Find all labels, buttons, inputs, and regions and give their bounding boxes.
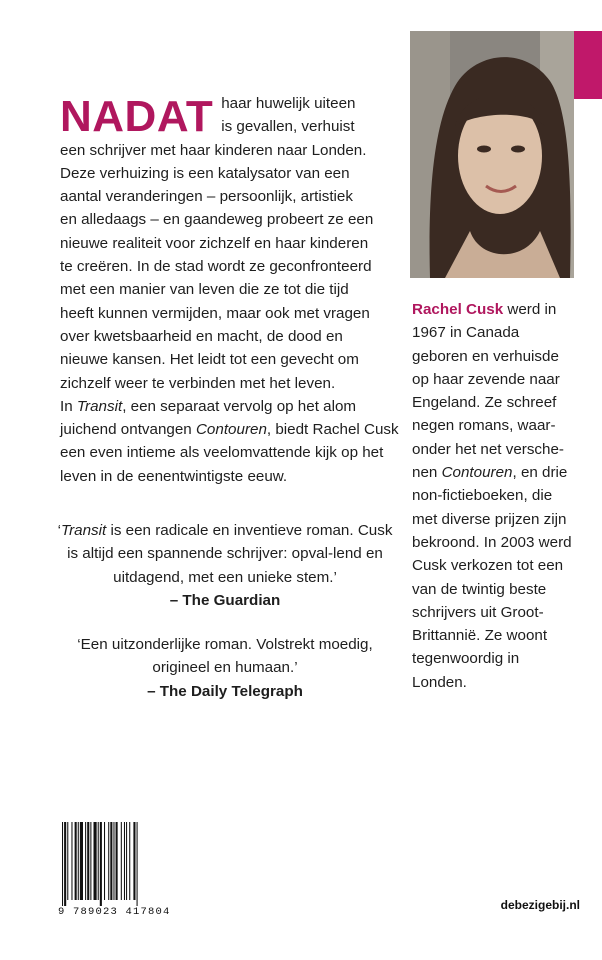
blurb-line: met een manier van leven die ze tot die tijd bbox=[60, 281, 349, 299]
blurb-line: aantal veranderingen – persoonlijk, artistiek bbox=[60, 188, 353, 206]
barcode-bar bbox=[110, 822, 112, 900]
barcode-bar bbox=[137, 822, 138, 906]
barcode-bar bbox=[126, 822, 127, 900]
blurb-paragraph-2 bbox=[60, 395, 400, 488]
blurb-line: is gevallen, verhuist bbox=[221, 118, 355, 136]
isbn-barcode bbox=[60, 822, 168, 914]
barcode-bar bbox=[80, 822, 83, 900]
barcode-bar bbox=[98, 822, 99, 900]
barcode-bar bbox=[100, 822, 102, 906]
barcode-bar bbox=[90, 822, 91, 900]
dropcap-word: NADAT bbox=[60, 92, 214, 141]
blurb-line: te creëren. In de stad wordt ze geconfronteerd bbox=[60, 258, 372, 276]
author-bio bbox=[412, 298, 572, 694]
bio-text: werd in 1967 in Canada geboren en verhuisde op haar zevende naar Engeland. Ze schreef negen romans, waar-onder het net versche-nen bbox=[412, 301, 564, 482]
quote-text: is een radicale en inventieve roman. Cusk is altijd een spannende schrijver: opval-lend en uitdagend, met een unieke stem.’ bbox=[67, 522, 393, 586]
barcode-bar bbox=[116, 822, 118, 900]
barcode-bar bbox=[85, 822, 86, 900]
barcode-bar bbox=[75, 822, 77, 900]
quote-source: – The Daily Telegraph bbox=[147, 682, 303, 700]
blurb-line: haar huwelijk uiteen bbox=[221, 95, 356, 112]
blurb-line: een schrijver met haar kinderen naar Londen. bbox=[60, 141, 367, 159]
blurb-line: nieuwe realiteit voor zichzelf en haar kinderen bbox=[60, 234, 369, 252]
back-cover-blurb bbox=[60, 92, 400, 488]
blurb-text: , een separaat vervolg op het alom juichend ontvangen bbox=[60, 397, 357, 439]
bio-text: , en drie non-fictieboeken, die met diverse prijzen zijn bekroond. In 2003 werd Cusk verkozen tot een van de twintig beste schrijvers uit Groot-Brittannië. Ze woont tegenwoordig in Londen. bbox=[412, 464, 572, 691]
barcode-bar bbox=[133, 822, 135, 900]
author-name: Rachel Cusk bbox=[412, 301, 504, 318]
book-title-transit: Transit bbox=[76, 397, 123, 415]
author-portrait-illustration bbox=[410, 31, 574, 278]
bio-book-title: Contouren bbox=[441, 464, 513, 482]
quote-book-title: Transit bbox=[60, 522, 107, 539]
barcode-bar bbox=[94, 822, 97, 900]
barcode-bar bbox=[121, 822, 122, 900]
barcode-bar bbox=[104, 822, 105, 900]
quote-text: ‘Een uitzonderlijke roman. Volstrekt moedig, origineel en humaan.’ bbox=[77, 636, 373, 677]
isbn-digits: 9 789023 417804 bbox=[58, 906, 171, 918]
barcode-bar bbox=[62, 822, 63, 906]
blurb-line: en alledaags – en gaandeweg probeert ze een bbox=[60, 211, 374, 229]
blurb-line: heeft kunnen vermijden, maar ook met vragen bbox=[60, 304, 370, 322]
blurb-text: In bbox=[60, 397, 77, 415]
blurb-line: Deze verhuizing is een katalysator van een bbox=[60, 164, 350, 182]
quote-source: – The Guardian bbox=[169, 591, 281, 609]
barcode-bars bbox=[60, 822, 168, 906]
blurb-line: zichzelf weer te verbinden met het leven. bbox=[60, 374, 336, 392]
author-photo bbox=[410, 31, 574, 278]
blurb-line: over kwetsbaarheid en macht, de dood en bbox=[60, 327, 343, 345]
barcode-bar bbox=[113, 822, 114, 900]
barcode-bar bbox=[124, 822, 125, 900]
barcode-bar bbox=[87, 822, 89, 900]
barcode-bar bbox=[71, 822, 72, 900]
blurb-text: , biedt Rachel Cusk een even intieme als veelomvattende kijk op het leven in de eenentwintigste eeuw. bbox=[60, 421, 399, 485]
quote-open-mark: ‘ bbox=[57, 522, 61, 539]
review-quote-guardian bbox=[50, 519, 400, 612]
book-title-contouren: Contouren bbox=[195, 421, 267, 439]
barcode-bar bbox=[67, 822, 68, 900]
review-quote-telegraph bbox=[50, 633, 400, 703]
blurb-line: nieuwe kansen. Het leidt tot een gevecht om bbox=[60, 351, 359, 369]
magenta-accent-strip bbox=[574, 31, 602, 99]
barcode-bar bbox=[129, 822, 130, 900]
barcode-bar bbox=[108, 822, 109, 900]
publisher-url: debezigebij.nl bbox=[500, 898, 580, 912]
barcode-bar bbox=[64, 822, 66, 906]
barcode-bar bbox=[78, 822, 79, 900]
